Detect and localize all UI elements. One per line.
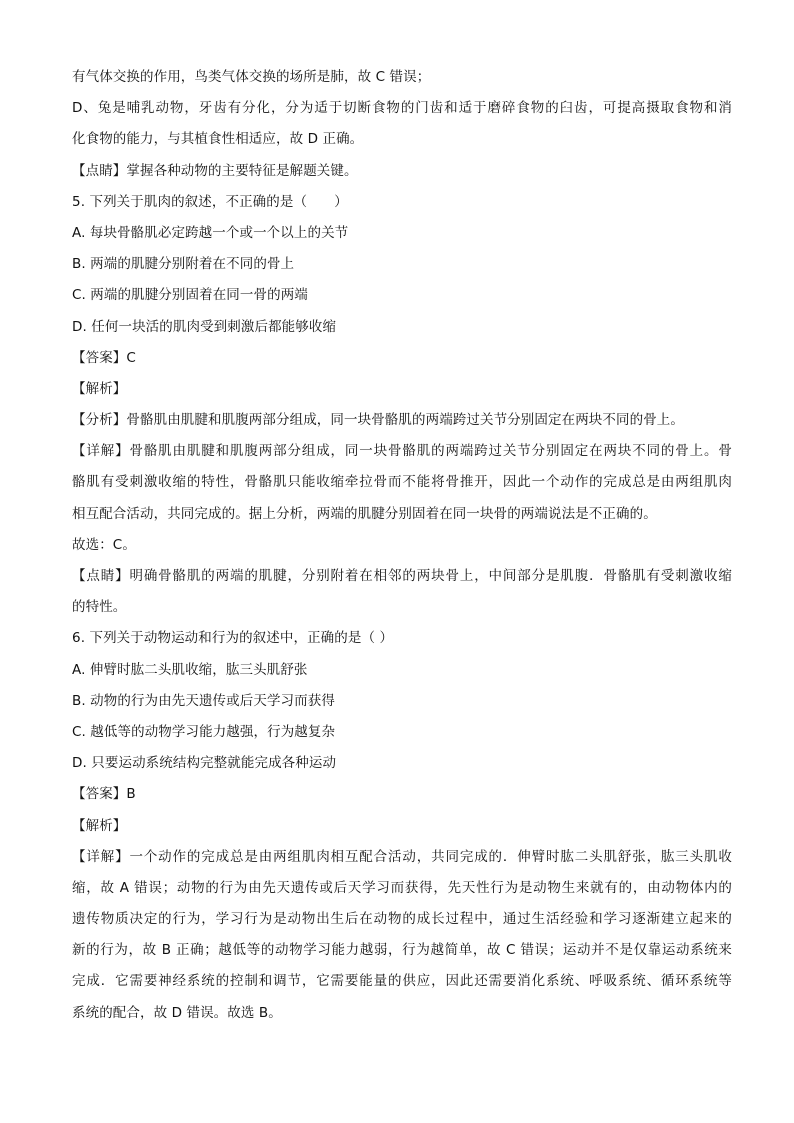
choice-line: 故选：C。 — [72, 536, 136, 553]
question-stem: 5. 下列关于肌肉的叙述，不正确的是（ ） — [72, 193, 348, 210]
detail-line: 系统的配合，故 D 错误。故选 B。 — [72, 1004, 282, 1021]
detail-line: 骼肌有受刺激收缩的特性，骨骼肌只能收缩牵拉骨而不能将骨推开，因此一个动作的完成总是由两组肌肉 — [72, 474, 732, 491]
option-a: A. 每块骨骼肌必定跨越一个或一个以上的关节 — [72, 224, 349, 241]
detail-line: 【详解】一个动作的完成总是由两组肌肉相互配合活动，共同完成的．伸臂时肱二头肌舒张，肱三头肌收 — [72, 848, 732, 865]
option-c: C. 越低等的动物学习能力越强，行为越复杂 — [72, 723, 336, 740]
option-b: B. 两端的肌腱分别附着在不同的骨上 — [72, 256, 295, 273]
document-page — [72, 62, 732, 1029]
option-d: D. 任何一块活的肌肉受到刺激后都能够收缩 — [72, 318, 337, 335]
option-b: B. 动物的行为由先天遗传或后天学习而获得 — [72, 692, 335, 709]
answer-line: 【答案】B — [72, 786, 136, 803]
commentary-line: 【点睛】掌握各种动物的主要特征是解题关键。 — [72, 162, 358, 179]
detail-line: 新的行为，故 B 正确；越低等的动物学习能力越弱，行为越简单，故 C 错误；运动并不是仅靠运动系统来 — [72, 942, 732, 959]
option-a: A. 伸臂时肱二头肌收缩，肱三头肌舒张 — [72, 661, 308, 678]
detail-line: 遗传物质决定的行为，学习行为是动物出生后在动物的成长过程中，通过生活经验和学习逐渐建立起来的 — [72, 911, 732, 928]
text-line: 化食物的能力，与其植食性相适应，故 D 正确。 — [72, 131, 364, 148]
answer-line: 【答案】C — [72, 349, 136, 366]
detail-line: 【详解】骨骼肌由肌腱和肌腹两部分组成，同一块骨骼肌的两端跨过关节分别固定在两块不同的骨上。骨 — [72, 443, 732, 460]
option-d: D. 只要运动系统结构完整就能完成各种运动 — [72, 755, 337, 772]
analysis-line: 【分析】骨骼肌由肌腱和肌腹两部分组成，同一块骨骼肌的两端跨过关节分别固定在两块不同的骨上。 — [72, 412, 684, 429]
detail-line: 完成．它需要神经系统的控制和调节，它需要能量的供应，因此还需要消化系统、呼吸系统、循环系统等 — [72, 973, 732, 990]
option-c: C. 两端的肌腱分别固着在同一骨的两端 — [72, 287, 308, 304]
text-line: 有气体交换的作用，鸟类气体交换的场所是肺，故 C 错误； — [72, 69, 431, 85]
question-stem: 6. 下列关于动物运动和行为的叙述中，正确的是（ ） — [72, 630, 394, 647]
commentary-line: 【点睛】明确骨骼肌的两端的肌腱，分别附着在相邻的两块骨上，中间部分是肌腹．骨骼肌有受刺激收缩 — [72, 568, 732, 584]
analysis-heading: 【解析】 — [72, 380, 127, 397]
text-line: D、兔是哺乳动物，牙齿有分化，分为适于切断食物的门齿和适于磨碎食物的臼齿，可提高摄取食物和消 — [72, 100, 732, 117]
detail-line: 相互配合活动，共同完成的。据上分析，两端的肌腱分别固着在同一块骨的两端说法是不正确的。 — [72, 505, 657, 522]
analysis-heading: 【解析】 — [72, 817, 127, 834]
detail-line: 缩，故 A 错误；动物的行为由先天遗传或后天学习而获得，先天性行为是动物生来就有的，由动物体内的 — [72, 879, 732, 896]
commentary-line: 的特性。 — [72, 599, 127, 616]
